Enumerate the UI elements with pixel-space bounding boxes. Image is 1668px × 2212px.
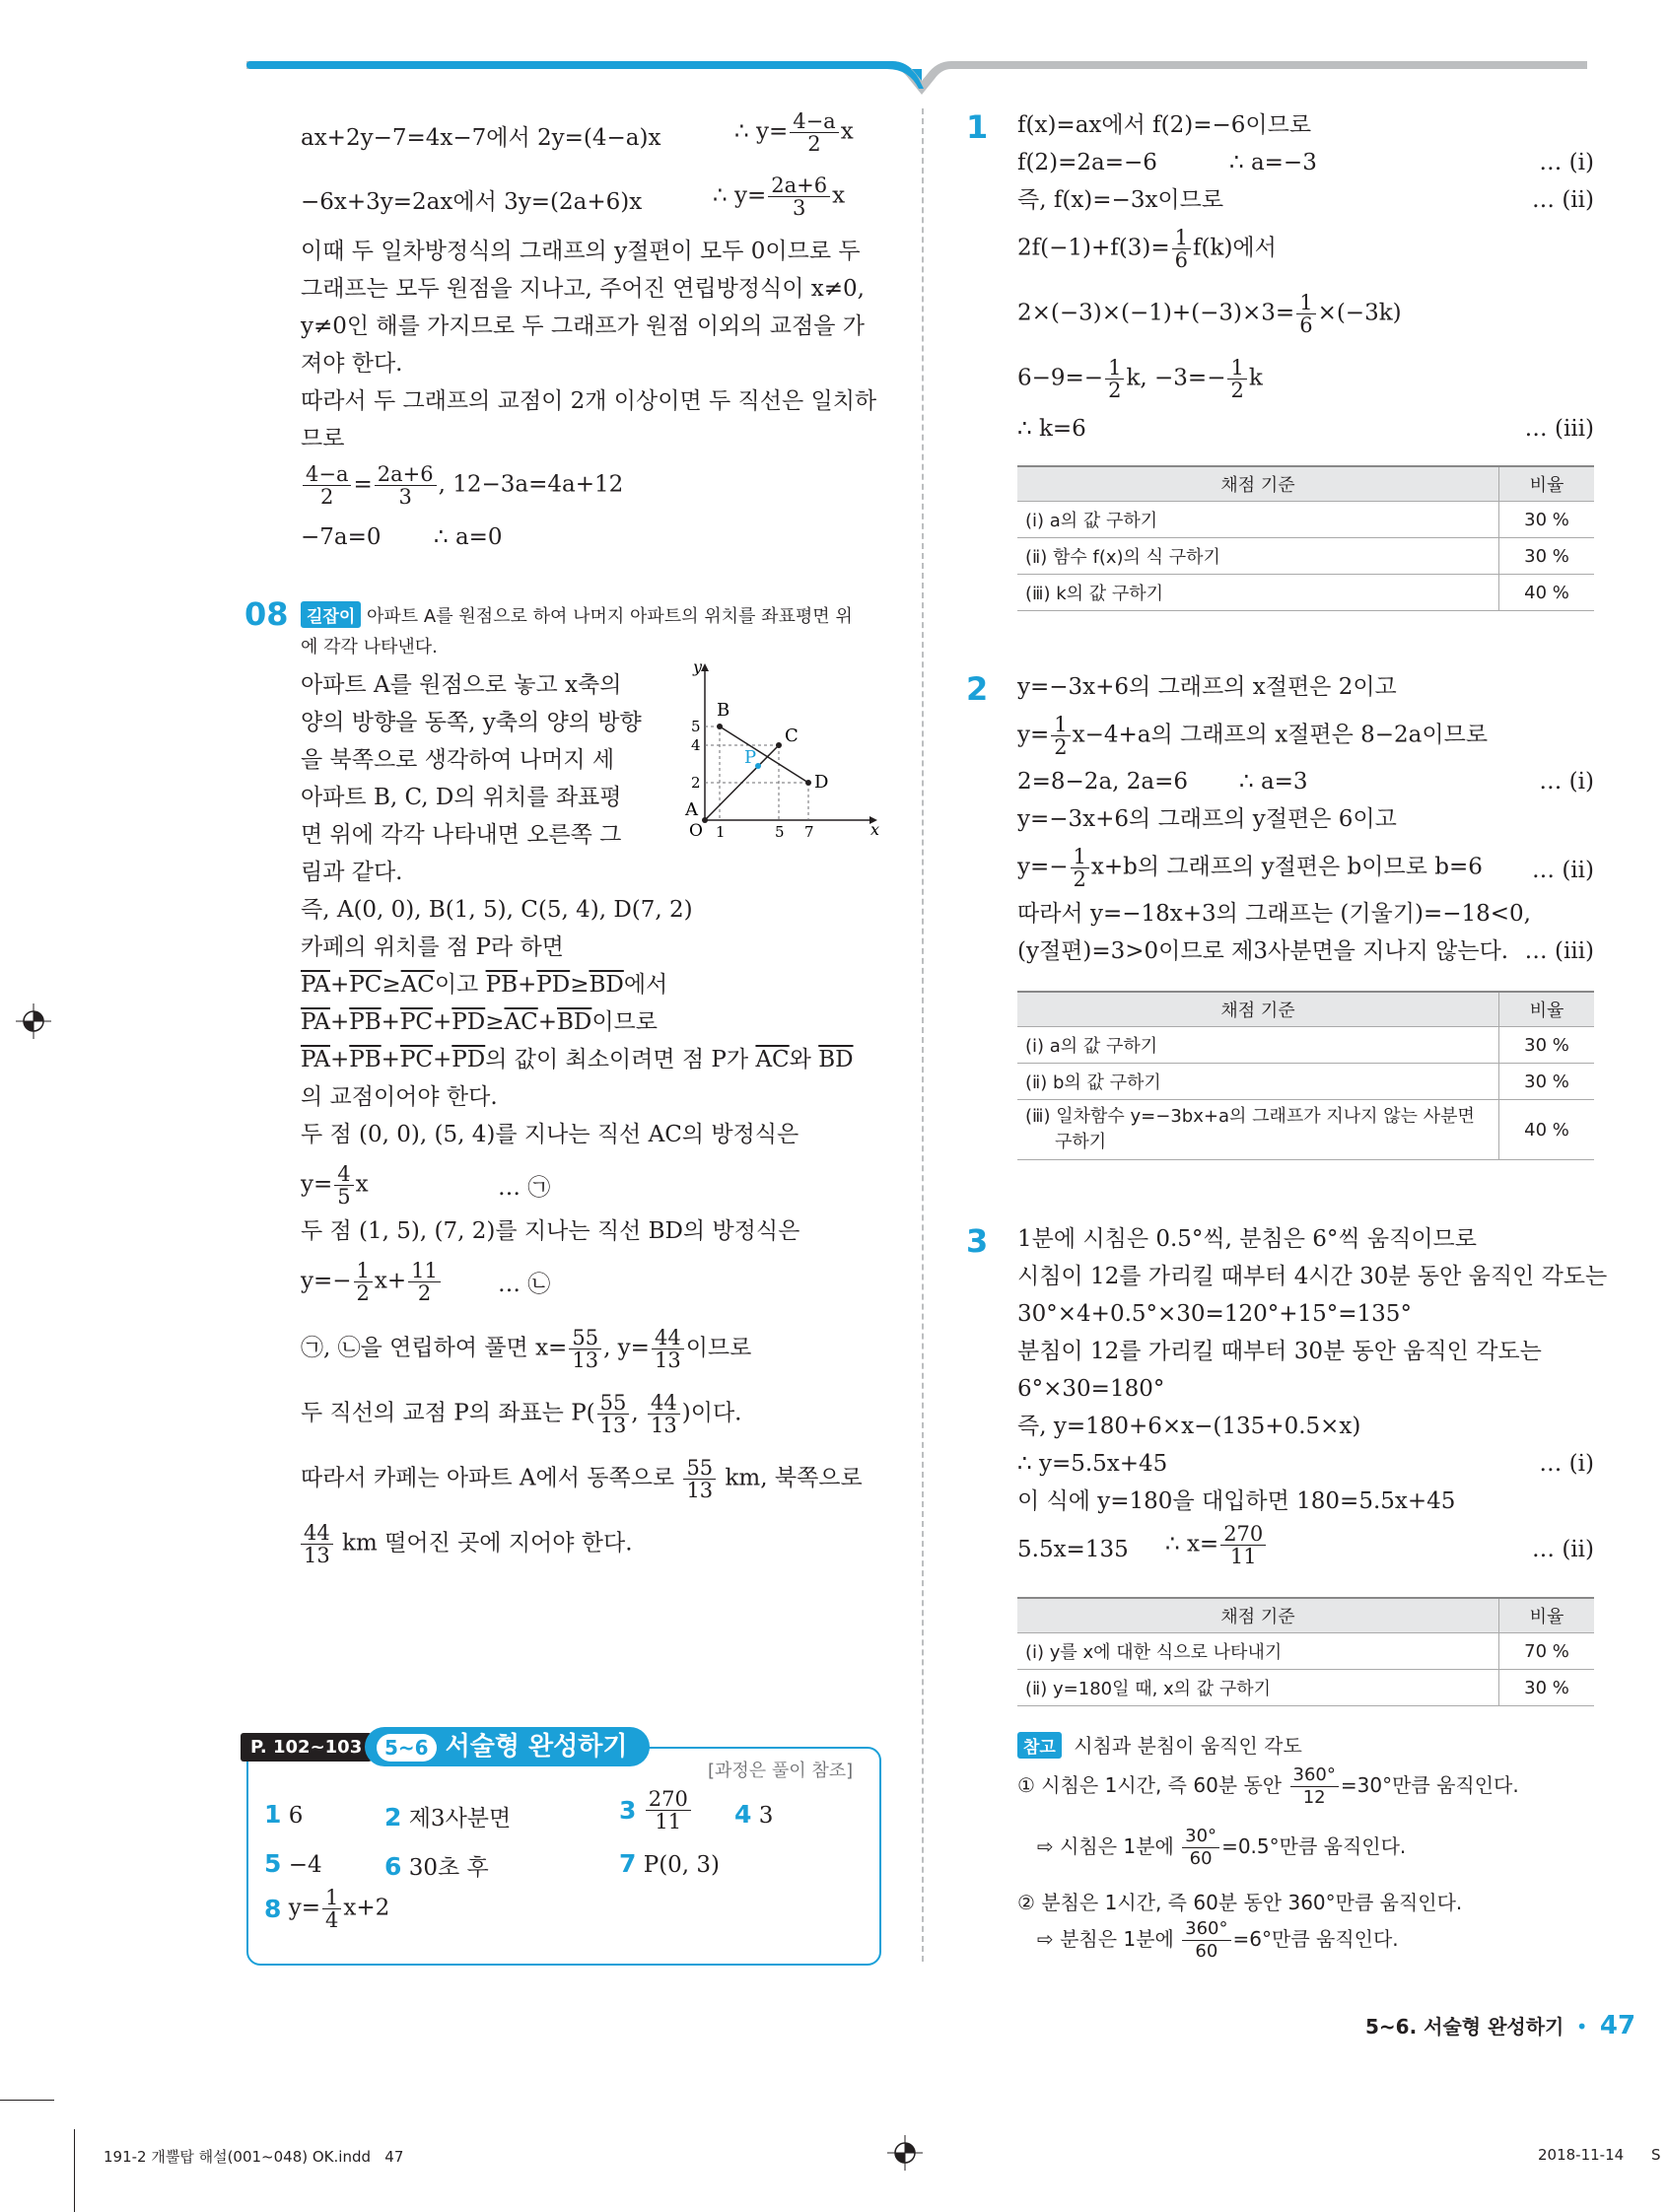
step-mark: … (ⅲ) — [1524, 938, 1594, 964]
tick-label: 1 — [716, 823, 726, 838]
reference-tag: 참고 — [1017, 1732, 1062, 1759]
label-a: A — [685, 799, 698, 820]
equation: ∴ k=6 — [1017, 416, 1086, 442]
para-line: 므로 — [301, 426, 345, 451]
reference-header: 참고 시침과 분침이 움직인 각도 — [1017, 1730, 1302, 1759]
step-mark: … (ⅱ) — [1532, 1537, 1594, 1562]
running-footer: 5~6. 서술형 완성하기 • 47 — [1365, 2011, 1636, 2040]
para-line: 이때 두 일차방정식의 그래프의 y절편이 모두 0이므로 두 — [301, 239, 861, 264]
equation: 즉, y=180+6×x−(135+0.5×x) — [1017, 1414, 1361, 1439]
equation: 30°×4+0.5°×30=120°+15°=135° — [1017, 1301, 1412, 1327]
answer-title-banner — [365, 1727, 650, 1766]
origin-label: O — [689, 821, 703, 838]
step-mark: … (ⅱ) — [1532, 858, 1594, 883]
para-line: 이 식에 y=180을 대입하면 180=5.5x+45 — [1017, 1488, 1456, 1514]
para-line: 양의 방향을 동쪽, y축의 양의 방향 — [301, 710, 642, 735]
hint-text: 아파트 A를 원점으로 하여 나머지 아파트의 위치를 좌표평면 위 — [367, 606, 853, 627]
equation: f(2)=2a=−6 — [1017, 150, 1157, 175]
equation-mark: … ㉠ — [498, 1175, 551, 1201]
inequality-line: $\overline{PA}+\overline{PC}\ge\overline{AC}$이고 $\overline{PB}+\overline{PD}\ge\overline{BD}$에서 — [301, 972, 668, 998]
para-line: 카페의 위치를 점 P라 하면 — [301, 934, 564, 960]
reference-line: ② 분침은 1시간, 즉 60분 동안 360°만큼 움직인다. — [1017, 1891, 1463, 1914]
equation: 두 직선의 교점 P의 좌표는 P( $\frac{55}{13}$ , $\frac{44}{13}$ )이다. — [301, 1391, 742, 1437]
registration-mark-icon — [885, 2133, 925, 2173]
page-number: 47 — [1599, 2011, 1636, 2040]
registration-mark-icon — [14, 1002, 53, 1041]
equation: ∴ y=5.5x+45 — [1017, 1451, 1168, 1477]
table-row: (ⅰ) y를 x에 대한 식으로 나타내기 70 % — [1017, 1633, 1594, 1670]
equation: y= $\frac{4}{5}$ x — [301, 1162, 369, 1209]
para-line: y≠0인 해를 가지므로 두 그래프가 원점 이외의 교점을 가 — [301, 313, 865, 339]
equation: −7a=0 — [301, 524, 382, 550]
para-line: 면 위에 각각 나타내면 오른쪽 그 — [301, 822, 622, 848]
header-bars — [0, 0, 1668, 99]
file-info: 191-2 개뿔탑 해설(001~048) OK.indd 47 — [104, 2148, 404, 2166]
table-row: (ⅱ) b의 값 구하기 30 % — [1017, 1064, 1594, 1100]
para-line: 따라서 y=−18x+3의 그래프는 (기울기)=−18<0, — [1017, 901, 1531, 927]
equation: 따라서 카페는 아파트 A에서 동쪽으로 $\frac{55}{13}$ km, 북쪽으로 — [301, 1456, 863, 1502]
para-line: 두 점 (0, 0), (5, 4)를 지나는 직선 AC의 방정식은 — [301, 1122, 799, 1147]
label-p: P — [744, 747, 757, 768]
point-d — [805, 780, 811, 786]
step-mark: … (ⅰ) — [1539, 769, 1594, 795]
column-divider — [922, 108, 924, 1962]
answer-item: 8 y= $\frac{1}{4}$ x+2 — [264, 1886, 390, 1932]
para-line: 을 북쪽으로 생각하여 나머지 세 — [301, 747, 615, 773]
para-line: 두 점 (1, 5), (7, 2)를 지나는 직선 BD의 방정식은 — [301, 1218, 800, 1244]
eq-line-1a: ax+2y−7=4x−7에서 2y=(4−a)x — [301, 125, 661, 151]
para-line: 따라서 두 그래프의 교점이 2개 이상이면 두 직선은 일치하 — [301, 388, 877, 414]
scoring-table: 채점 기준 비율 (ⅰ) a의 값 구하기 30 % (ⅱ) b의 값 구하기 30 % (ⅲ) 일차함수 y=−3bx+a의 그래프가 지나지 않는 사분면 구하기 40 % — [1017, 991, 1594, 1160]
para-line: 1분에 시침은 0.5°씩, 분침은 6°씩 움직이므로 — [1017, 1226, 1477, 1252]
answer-item: 4 3 — [734, 1800, 774, 1829]
equation: $\frac{44}{13}$ km 떨어진 곳에 지어야 한다. — [301, 1522, 633, 1566]
step-mark: … (ⅰ) — [1539, 1451, 1594, 1477]
answer-item: 5 −4 — [264, 1849, 322, 1878]
para-line: (y절편)=3>0이므로 제3사분면을 지나지 않는다. — [1017, 938, 1509, 964]
para-line: 즉, f(x)=−3x이므로 — [1017, 187, 1224, 213]
para-line: y=−3x+6의 그래프의 y절편은 6이고 — [1017, 806, 1397, 832]
step-mark: … (ⅱ) — [1532, 187, 1594, 213]
answer-item: 1 6 — [264, 1800, 304, 1829]
point-b — [717, 724, 723, 729]
question-number: 2 — [966, 670, 989, 708]
equation: ∴ a=0 — [434, 524, 503, 550]
reference-line: ⇨ 분침은 1분에 $\frac{360^\circ}{60}$ =6°만큼 움직인다. — [1037, 1918, 1399, 1962]
section-badge: 5~6 — [377, 1734, 437, 1762]
equation: y=− $\frac{1}{2}$ x+b의 그래프의 y절편은 b이므로 b=6 — [1017, 845, 1483, 891]
reference-line: ① 시침은 1시간, 즉 60분 동안 $\frac{360^\circ}{12}$ =30°만큼 움직인다. — [1017, 1764, 1519, 1808]
fraction: $\frac{4-a}{2}$ — [790, 110, 838, 155]
answer-title: 서술형 완성하기 — [445, 1732, 628, 1762]
para-line: 시침이 12를 가리킬 때부터 4시간 30분 동안 움직인 각도는 — [1017, 1264, 1608, 1289]
eq-line-2a: −6x+3y=2ax에서 3y=(2a+6)x — [301, 189, 643, 215]
scoring-table: 채점 기준 비율 (ⅰ) a의 값 구하기 30 % (ⅱ) 함수 f(x)의 식 구하기 30 % (ⅲ) k의 값 구하기 40 % — [1017, 465, 1594, 611]
label-b: B — [717, 700, 730, 721]
equation: ∴ a=−3 — [1229, 150, 1317, 175]
hint-tag: 길잡이 — [301, 601, 361, 628]
hint-text: 에 각각 나타낸다. — [301, 637, 438, 657]
para-line: 아파트 B, C, D의 위치를 좌표평 — [301, 785, 622, 810]
equation: 5.5x=135 — [1017, 1537, 1129, 1562]
question-number: 3 — [966, 1222, 989, 1260]
para-line: 아파트 A를 원점으로 놓고 x축의 — [301, 672, 622, 698]
fraction: $\frac{2a+6}{3}$ — [768, 174, 830, 219]
answer-item: 7 P(0, 3) — [619, 1849, 721, 1878]
x-axis-label: x — [870, 820, 880, 838]
answer-item: 2 제3사분면 — [384, 1803, 512, 1832]
y-axis-label: y — [693, 660, 703, 676]
answer-item: 6 30초 후 — [384, 1852, 489, 1881]
edge-letter: S — [1651, 2146, 1661, 2164]
para-line: 의 교점이어야 한다. — [301, 1084, 498, 1110]
table-row: (ⅲ) k의 값 구하기 40 % — [1017, 575, 1594, 611]
scoring-table: 채점 기준 비율 (ⅰ) y를 x에 대한 식으로 나타내기 70 % (ⅱ) y=180일 때, x의 값 구하기 30 % — [1017, 1597, 1594, 1706]
answer-item: 3 $\frac{270}{11}$ — [619, 1788, 693, 1832]
equation: ∴ a=3 — [1239, 769, 1308, 795]
table-row: (ⅰ) a의 값 구하기 30 % — [1017, 1027, 1594, 1064]
equation: $\frac{4-a}{2}$ = $\frac{2a+6}{3}$ , 12−3a=4a+12 — [301, 463, 623, 508]
table-row: (ⅱ) y=180일 때, x의 값 구하기 30 % — [1017, 1670, 1594, 1706]
equation: 2f(−1)+f(3)= $\frac{1}{6}$ f(k)에서 — [1017, 226, 1277, 272]
coordinate-graph — [675, 660, 882, 838]
table-row: (ⅱ) 함수 f(x)의 식 구하기 30 % — [1017, 538, 1594, 575]
para-line: f(x)=ax에서 f(2)=−6이므로 — [1017, 112, 1312, 138]
tick-label: 5 — [691, 718, 701, 735]
equation: 6−9=− $\frac{1}{2}$ k, −3=− $\frac{1}{2}$ k — [1017, 356, 1263, 402]
table-row: (ⅲ) 일차함수 y=−3bx+a의 그래프가 지나지 않는 사분면 구하기 40 % — [1017, 1100, 1594, 1160]
tick-label: 2 — [691, 774, 701, 792]
answer-page-tag: P. 102~103 — [241, 1733, 372, 1762]
tick-label: 4 — [691, 736, 701, 754]
point-c — [776, 742, 782, 748]
para-line: 림과 같다. — [301, 860, 403, 885]
para-line: y=−3x+6의 그래프의 x절편은 2이고 — [1017, 674, 1397, 700]
para-line: 분침이 12를 가리킬 때부터 30분 동안 움직인 각도는 — [1017, 1339, 1542, 1364]
equation-mark: … ㉡ — [498, 1272, 551, 1297]
label-d: D — [814, 772, 829, 793]
equation: y=− $\frac{1}{2}$ x+ $\frac{11}{2}$ — [301, 1260, 443, 1304]
para-line: 그래프는 모두 원점을 지나고, 주어진 연립방정식이 x≠0, — [301, 276, 865, 302]
equation: ㉠, ㉡을 연립하여 풀면 x= $\frac{55}{13}$ , y= $\frac{44}{13}$ 이므로 — [301, 1326, 752, 1372]
para-line: 져야 한다. — [301, 351, 403, 377]
equation: 2=8−2a, 2a=6 — [1017, 769, 1189, 795]
inequality-line: $\overline{PA}+\overline{PB}+\overline{PC}+\overline{PD}\ge\overline{AC}+\overline{BD}$이므로 — [301, 1009, 658, 1035]
question-number: 1 — [966, 108, 989, 146]
equation: ∴ x= $\frac{270}{11}$ — [1165, 1523, 1268, 1567]
para-line: 즉, A(0, 0), B(1, 5), C(5, 4), D(7, 2) — [301, 897, 693, 923]
equation: 2×(−3)×(−1)+(−3)×3= $\frac{1}{6}$ ×(−3k) — [1017, 291, 1402, 337]
tick-label: 5 — [775, 823, 785, 838]
crop-line — [0, 2100, 54, 2101]
equation: y= $\frac{1}{2}$ x−4+a의 그래프의 x절편은 8−2a이므로 — [1017, 713, 1489, 759]
para-line: $\overline{PA}+\overline{PB}+\overline{PC}+\overline{PD}$의 값이 최소이려면 점 P가 $\overline{AC}$와 $\overline{BD}$ — [301, 1047, 854, 1072]
tick-label: 7 — [804, 823, 814, 838]
reference-line: ⇨ 시침은 1분에 $\frac{30^\circ}{60}$ =0.5°만큼 움직인다. — [1037, 1826, 1407, 1869]
step-mark: … (ⅲ) — [1524, 416, 1594, 442]
equation: 6°×30=180° — [1017, 1376, 1165, 1402]
print-date: 2018-11-14 — [1538, 2146, 1625, 2164]
answer-note: [과정은 풀이 참조] — [708, 1761, 854, 1781]
crop-line — [74, 2129, 75, 2212]
label-c: C — [785, 726, 799, 746]
question-number: 08 — [244, 595, 289, 633]
step-mark: … (ⅰ) — [1539, 150, 1594, 175]
table-row: (ⅰ) a의 값 구하기 30 % — [1017, 502, 1594, 538]
